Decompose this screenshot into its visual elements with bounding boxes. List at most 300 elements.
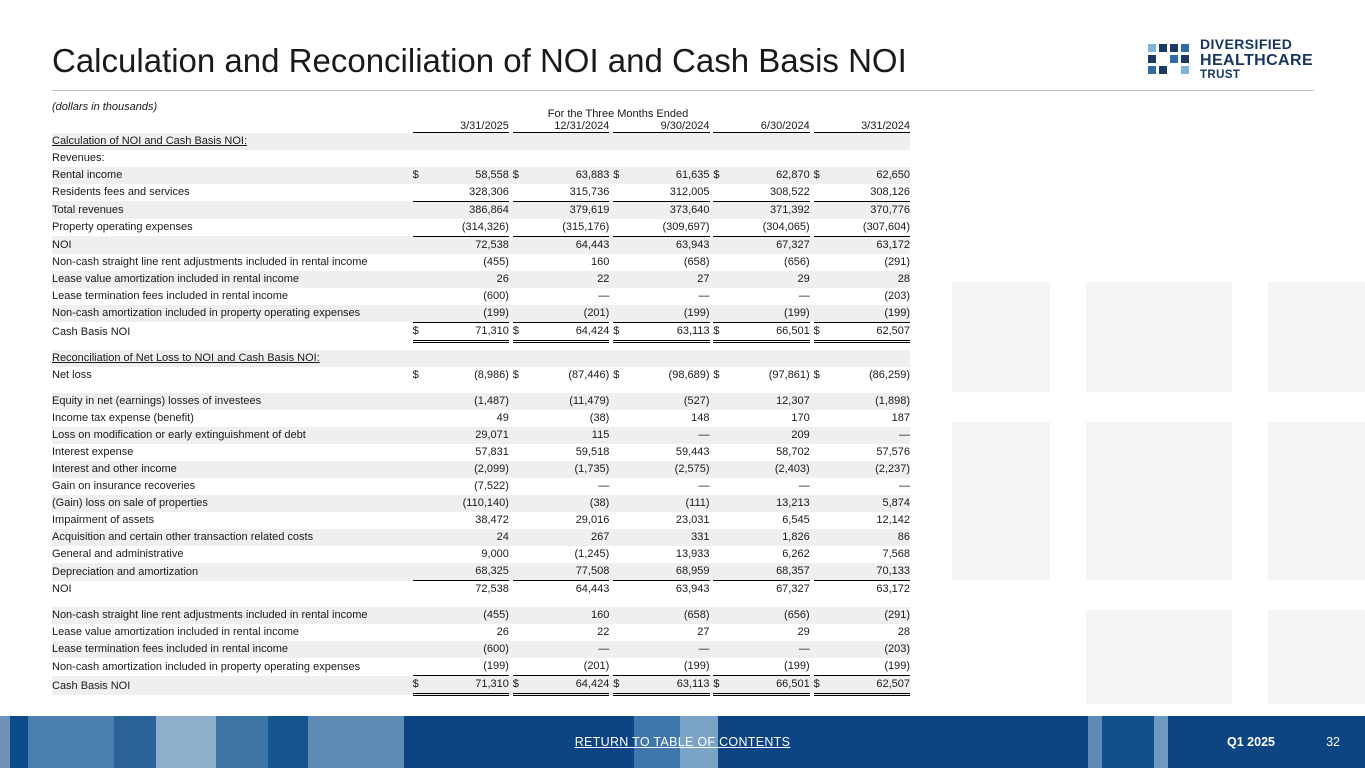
table-row <box>52 271 910 288</box>
cell-value: 72,538 <box>426 236 509 254</box>
currency-symbol <box>413 478 427 495</box>
currency-symbol <box>513 658 527 676</box>
currency-symbol <box>513 529 527 546</box>
cell-value: 26 <box>426 271 509 288</box>
currency-symbol <box>613 236 627 254</box>
cell-value: 12,307 <box>727 393 810 410</box>
cell-value: (656) <box>784 255 810 268</box>
cell-value: 58,702 <box>776 446 810 458</box>
currency-symbol <box>613 581 627 599</box>
currency-symbol <box>513 444 527 461</box>
cell-value: 1,826 <box>727 529 810 546</box>
currency-symbol <box>814 254 828 271</box>
currency-symbol <box>513 341 527 350</box>
column-header-2: 12/31/2024 <box>526 120 609 133</box>
currency-symbol <box>413 641 427 658</box>
currency-symbol <box>814 219 828 237</box>
cell-value: 63,883 <box>526 167 609 184</box>
currency-symbol <box>814 133 828 150</box>
currency-symbol <box>513 150 527 167</box>
currency-symbol <box>814 495 828 512</box>
cell-value: 72,538 <box>475 583 509 595</box>
cell-value: 63,172 <box>827 236 910 254</box>
cell-value: 63,943 <box>675 583 710 595</box>
cell-value: 373,640 <box>627 201 710 219</box>
cell-value: 64,424 <box>526 322 609 341</box>
row-gap <box>52 598 910 607</box>
cell-value: (315,176) <box>526 219 609 237</box>
currency-symbol <box>613 444 627 461</box>
currency-symbol <box>413 150 427 167</box>
cell-value <box>727 598 810 607</box>
cell-value <box>727 133 810 150</box>
section-heading: Reconciliation of Net Loss to NOI and Cash Basis NOI: <box>52 350 409 367</box>
currency-symbol <box>513 478 527 495</box>
currency-symbol <box>814 427 828 444</box>
currency-symbol <box>413 288 427 305</box>
currency-symbol <box>513 581 527 599</box>
column-header-1: 3/31/2025 <box>426 120 509 133</box>
row-label: Rental income <box>52 167 409 184</box>
cell-value <box>727 150 810 167</box>
cell-value: — <box>899 480 910 492</box>
cell-value: — <box>798 480 810 492</box>
currency-symbol <box>814 512 828 529</box>
cell-value: 64,443 <box>575 583 610 595</box>
currency-symbol <box>413 607 427 624</box>
cell-value: (199) <box>827 658 910 676</box>
currency-symbol <box>513 563 527 581</box>
table-row <box>52 201 910 219</box>
currency-symbol <box>713 254 727 271</box>
currency-symbol <box>713 461 727 478</box>
placeholder-block <box>952 282 1050 392</box>
cell-value: — <box>526 641 609 658</box>
cell-value: (98,689) <box>668 369 710 381</box>
currency-symbol <box>513 236 527 254</box>
currency-symbol <box>413 271 427 288</box>
currency-symbol <box>713 658 727 676</box>
placeholder-block <box>1268 610 1365 704</box>
currency-symbol <box>413 427 427 444</box>
table-row <box>52 150 910 167</box>
row-label: Non-cash amortization included in property operating expenses <box>52 305 409 323</box>
currency-symbol <box>513 184 527 202</box>
cell-value: — <box>698 480 710 492</box>
cell-value <box>526 350 609 367</box>
cell-value: (291) <box>827 607 910 624</box>
currency-symbol <box>814 563 828 581</box>
currency-symbol: $ <box>814 322 828 341</box>
row-label: Residents fees and services <box>52 186 190 198</box>
cell-value <box>727 350 810 367</box>
currency-symbol: $ <box>713 676 727 695</box>
cell-value: 371,392 <box>727 201 810 219</box>
cell-value: 66,501 <box>727 322 810 341</box>
cell-value: (38) <box>526 495 609 512</box>
currency-symbol <box>413 529 427 546</box>
cell-value: 29 <box>797 626 810 638</box>
currency-symbol <box>713 478 727 495</box>
cell-value: 62,870 <box>727 167 810 184</box>
cell-value: (199) <box>827 305 910 323</box>
group-header-label: For the Three Months Ended <box>547 108 689 120</box>
cell-value: 6,262 <box>782 548 810 560</box>
currency-symbol <box>814 641 828 658</box>
currency-symbol <box>413 184 427 202</box>
currency-symbol: $ <box>713 322 727 341</box>
footer-page-number: 32 <box>1326 735 1340 749</box>
currency-symbol <box>713 581 727 599</box>
cell-value: 49 <box>496 412 509 424</box>
placeholder-block <box>1086 282 1232 392</box>
placeholder-block <box>1086 422 1232 580</box>
cell-value: 308,522 <box>727 184 810 202</box>
units-note: (dollars in thousands) <box>52 101 158 113</box>
cell-value: (7,522) <box>474 480 509 492</box>
table-row <box>52 563 910 581</box>
cell-value <box>426 598 509 607</box>
cell-value: 13,213 <box>727 495 810 512</box>
cell-value: 312,005 <box>627 184 710 202</box>
currency-symbol <box>413 444 427 461</box>
cell-value: 61,635 <box>627 167 710 184</box>
currency-symbol: $ <box>513 322 527 341</box>
currency-symbol <box>814 150 828 167</box>
currency-symbol <box>613 478 627 495</box>
cell-value <box>426 133 509 150</box>
row-label: Non-cash straight line rent adjustments included in rental income <box>52 255 368 268</box>
currency-symbol <box>713 546 727 563</box>
cell-value: — <box>827 427 910 444</box>
cell-value <box>627 384 710 393</box>
currency-symbol <box>613 607 627 624</box>
currency-symbol <box>713 410 727 427</box>
cell-value: (87,446) <box>568 369 610 381</box>
cell-value: 68,325 <box>426 563 509 581</box>
row-label: Gain on insurance recoveries <box>52 480 196 492</box>
cell-value <box>827 350 910 367</box>
cell-value: (199) <box>426 658 509 676</box>
currency-symbol <box>713 133 727 150</box>
cell-value <box>827 133 910 150</box>
currency-symbol <box>413 563 427 581</box>
cell-value <box>627 133 710 150</box>
currency-symbol <box>713 512 727 529</box>
cell-value: (600) <box>483 289 509 302</box>
currency-symbol <box>613 512 627 529</box>
cell-value: 59,518 <box>575 446 610 458</box>
cell-value <box>526 384 609 393</box>
return-to-toc-link[interactable]: RETURN TO TABLE OF CONTENTS <box>574 735 791 749</box>
cell-value: 58,558 <box>426 167 509 184</box>
cell-value: 22 <box>597 626 610 638</box>
cell-value: 28 <box>827 271 910 288</box>
cell-value: 68,959 <box>627 563 710 581</box>
table-row <box>52 393 910 410</box>
cell-value: (1,735) <box>526 461 609 478</box>
currency-symbol <box>713 529 727 546</box>
cell-value: (455) <box>483 255 509 268</box>
cell-value: 62,650 <box>827 167 910 184</box>
cell-value: 63,113 <box>627 676 710 695</box>
currency-symbol <box>814 236 828 254</box>
cell-value: — <box>598 480 610 492</box>
currency-symbol: $ <box>613 676 627 695</box>
slide-footer <box>0 716 1365 768</box>
cell-value: (199) <box>727 305 810 323</box>
currency-symbol <box>713 444 727 461</box>
cell-value: 67,327 <box>776 583 810 595</box>
currency-symbol <box>413 546 427 563</box>
currency-symbol: $ <box>613 167 627 184</box>
currency-symbol <box>713 598 727 607</box>
cell-value: 160 <box>526 607 609 624</box>
cell-value: (2,099) <box>426 461 509 478</box>
currency-symbol: $ <box>814 167 828 184</box>
currency-symbol <box>413 219 427 237</box>
cell-value: (201) <box>526 305 609 323</box>
cell-value: (656) <box>727 607 810 624</box>
cell-value: (97,861) <box>768 369 810 381</box>
table-row <box>52 444 910 461</box>
cell-value: 115 <box>526 427 609 444</box>
currency-symbol <box>413 461 427 478</box>
cell-value: 57,831 <box>475 446 509 458</box>
cell-value: 379,619 <box>526 201 609 219</box>
currency-symbol <box>713 495 727 512</box>
table-row <box>52 512 910 529</box>
section-gap <box>52 341 910 350</box>
cell-value: (11,479) <box>526 393 609 410</box>
row-label: (Gain) loss on sale of properties <box>52 495 409 512</box>
cell-value <box>526 341 609 350</box>
currency-symbol <box>413 350 427 367</box>
currency-symbol <box>814 598 828 607</box>
row-label: Lease termination fees included in rental income <box>52 641 409 658</box>
cell-value: 63,172 <box>876 583 910 595</box>
cell-value: 5,874 <box>827 495 910 512</box>
cell-value: 22 <box>526 271 609 288</box>
currency-symbol <box>513 384 527 393</box>
cell-value: (2,237) <box>827 461 910 478</box>
currency-symbol <box>713 384 727 393</box>
cell-value: 6,545 <box>782 514 810 526</box>
currency-symbol <box>513 305 527 323</box>
currency-symbol <box>613 271 627 288</box>
currency-symbol <box>513 546 527 563</box>
currency-symbol <box>613 410 627 427</box>
cell-value <box>526 150 609 167</box>
currency-symbol: $ <box>613 322 627 341</box>
currency-symbol: $ <box>814 676 828 695</box>
currency-symbol <box>513 607 527 624</box>
row-label: Non-cash amortization included in property operating expenses <box>52 660 361 673</box>
currency-symbol <box>814 444 828 461</box>
cell-value: 68,357 <box>727 563 810 581</box>
cell-value: 63,943 <box>627 236 710 254</box>
currency-symbol: $ <box>513 167 527 184</box>
row-label: Impairment of assets <box>52 514 155 526</box>
table-row <box>52 546 910 563</box>
cell-value: 370,776 <box>827 201 910 219</box>
cell-value: 27 <box>627 271 710 288</box>
currency-symbol <box>613 201 627 219</box>
row-label: Depreciation and amortization <box>52 563 409 581</box>
cell-value: 386,864 <box>426 201 509 219</box>
cell-value <box>827 341 910 350</box>
cell-value: (86,259) <box>869 369 910 381</box>
title-divider <box>52 90 1314 91</box>
row-label: NOI <box>52 583 72 595</box>
currency-symbol <box>613 254 627 271</box>
currency-symbol <box>513 427 527 444</box>
currency-symbol <box>814 410 828 427</box>
cell-value: 71,310 <box>426 676 509 695</box>
row-label: Revenues: <box>52 151 105 164</box>
table-body <box>52 133 910 695</box>
currency-symbol <box>613 529 627 546</box>
cell-value: 160 <box>590 255 610 268</box>
table-row <box>52 367 910 384</box>
currency-symbol <box>513 254 527 271</box>
cell-value: (2,403) <box>727 461 810 478</box>
table-row <box>52 219 910 237</box>
currency-symbol <box>814 581 828 599</box>
cell-value: (111) <box>627 495 710 512</box>
cell-value <box>426 384 509 393</box>
cell-value: 66,501 <box>727 676 810 695</box>
cell-value: (8,986) <box>474 369 509 381</box>
currency-symbol <box>613 563 627 581</box>
cell-value <box>426 150 509 167</box>
cell-value: — <box>798 289 810 302</box>
currency-symbol <box>713 236 727 254</box>
currency-symbol <box>713 350 727 367</box>
currency-symbol <box>413 236 427 254</box>
table-row <box>52 624 910 641</box>
cell-value: 86 <box>827 529 910 546</box>
table-row <box>52 184 910 202</box>
row-label: General and administrative <box>52 548 184 560</box>
currency-symbol: $ <box>413 676 427 695</box>
cell-value: 170 <box>791 412 810 424</box>
cell-value: 59,443 <box>675 446 710 458</box>
cell-value: (2,575) <box>627 461 710 478</box>
cell-value: (203) <box>827 641 910 658</box>
group-header-row <box>52 108 910 120</box>
cell-value <box>627 150 710 167</box>
currency-symbol <box>814 658 828 676</box>
table-row <box>52 581 910 599</box>
cell-value: (309,697) <box>627 219 710 237</box>
currency-symbol <box>513 410 527 427</box>
row-label: Equity in net (earnings) losses of investees <box>52 393 409 410</box>
currency-symbol <box>814 184 828 202</box>
cell-value: (199) <box>627 658 710 676</box>
cell-value: (199) <box>727 658 810 676</box>
currency-symbol <box>613 384 627 393</box>
currency-symbol <box>413 341 427 350</box>
currency-symbol <box>814 305 828 323</box>
cell-value <box>627 598 710 607</box>
cell-value: 38,472 <box>475 514 509 526</box>
currency-symbol <box>613 305 627 323</box>
cell-value: — <box>627 641 710 658</box>
cell-value <box>827 150 910 167</box>
cell-value: 29,071 <box>426 427 509 444</box>
cell-value: 7,568 <box>882 548 910 560</box>
currency-symbol <box>513 495 527 512</box>
section-heading: Calculation of NOI and Cash Basis NOI: <box>52 133 409 150</box>
row-label <box>52 598 409 607</box>
company-logo <box>1148 37 1313 82</box>
row-gap <box>52 384 910 393</box>
currency-symbol <box>713 624 727 641</box>
currency-symbol <box>413 624 427 641</box>
placeholder-block <box>1268 282 1365 392</box>
cell-value: (38) <box>589 412 610 424</box>
currency-symbol <box>713 288 727 305</box>
currency-symbol <box>713 393 727 410</box>
row-label: Income tax expense (benefit) <box>52 412 194 424</box>
table-row <box>52 427 910 444</box>
cell-value: (307,604) <box>827 219 910 237</box>
table-row <box>52 658 910 676</box>
currency-symbol <box>613 288 627 305</box>
row-label: Lease value amortization included in rental income <box>52 271 409 288</box>
currency-symbol <box>814 461 828 478</box>
currency-symbol <box>413 254 427 271</box>
cell-value: 63,113 <box>627 322 710 341</box>
cell-value: 57,576 <box>876 446 910 458</box>
table-row <box>52 167 910 184</box>
currency-symbol <box>613 150 627 167</box>
currency-symbol <box>513 598 527 607</box>
cell-value: (201) <box>526 658 609 676</box>
currency-symbol <box>513 201 527 219</box>
row-label: Cash Basis NOI <box>52 676 409 695</box>
cell-value <box>827 598 910 607</box>
currency-symbol <box>613 495 627 512</box>
currency-symbol <box>413 658 427 676</box>
table-row <box>52 236 910 254</box>
currency-symbol <box>713 563 727 581</box>
currency-symbol <box>413 305 427 323</box>
column-header-row <box>52 120 910 133</box>
cell-value: (291) <box>884 255 910 268</box>
row-label: Interest and other income <box>52 461 409 478</box>
cell-value: 331 <box>627 529 710 546</box>
row-label: Interest expense <box>52 446 134 458</box>
currency-symbol <box>513 350 527 367</box>
cell-value <box>426 341 509 350</box>
currency-symbol: $ <box>713 369 720 381</box>
cell-value: (304,065) <box>727 219 810 237</box>
currency-symbol <box>513 393 527 410</box>
table-row <box>52 322 910 341</box>
cell-value: 62,507 <box>827 322 910 341</box>
cell-value: (1,245) <box>574 548 610 560</box>
page-title: Calculation and Reconciliation of NOI and Cash Basis NOI <box>52 42 907 79</box>
cell-value <box>526 598 609 607</box>
cell-value: 23,031 <box>675 514 710 526</box>
currency-symbol <box>413 410 427 427</box>
currency-symbol <box>713 184 727 202</box>
logo-line-1: DIVERSIFIED <box>1200 36 1293 52</box>
cell-value: (110,140) <box>426 495 509 512</box>
cell-value: — <box>727 641 810 658</box>
